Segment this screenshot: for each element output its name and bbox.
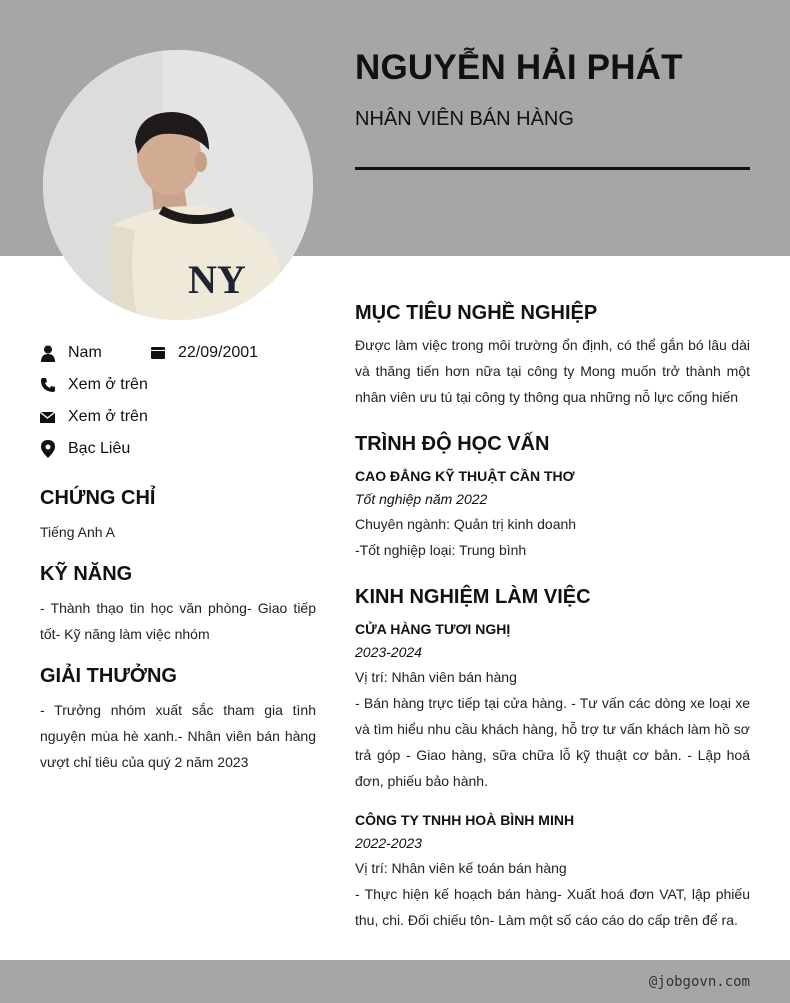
- job-period: 2022-2023: [355, 835, 422, 851]
- education-grade: -Tốt nghiệp loại: Trung bình: [355, 542, 527, 558]
- awards-heading: GIẢI THƯỞNG: [40, 665, 177, 687]
- footer-watermark: @jobgovn.com: [648, 974, 750, 990]
- location-row: [40, 440, 130, 458]
- header-divider: [355, 167, 750, 170]
- location-pin-icon: [40, 441, 55, 458]
- certificates-text: Tiếng Anh A: [40, 524, 115, 540]
- phone-value: Xem ở trên: [68, 376, 148, 393]
- person-photo-illustration: [43, 50, 313, 320]
- phone-icon: [40, 377, 55, 394]
- calendar-icon: [150, 345, 165, 362]
- experience-heading: KINH NGHIỆM LÀM VIỆC: [355, 586, 591, 608]
- job-company: CỬA HÀNG TƯƠI NGHỊ: [355, 621, 511, 637]
- candidate-name: NGUYỄN HẢI PHÁT: [355, 48, 683, 87]
- skills-text: - Thành thạo tin học văn phòng- Giao tiếp tốt- Kỹ năng làm việc nhóm: [40, 600, 316, 642]
- job-description: - Bán hàng trực tiếp tại cửa hàng. - Tư vấn các dòng xe loại xe và tìm hiểu nhu cầu khách hàng, hỗ trợ tư vấn khách làm hồ sơ trả góp - Giao hàng, sữa chữa lỗ kỹ thuật cơ bản. - Lập hoá đơn, phiếu bảo hành.: [355, 695, 750, 789]
- job-title: NHÂN VIÊN BÁN HÀNG: [355, 108, 574, 130]
- education-school: CAO ĐẲNG KỸ THUẬT CẦN THƠ: [355, 468, 575, 484]
- job-position: Vị trí: Nhân viên bán hàng: [355, 669, 517, 685]
- location-value: Bạc Liêu: [68, 440, 131, 457]
- education-major: Chuyên ngành: Quản trị kinh doanh: [355, 516, 577, 532]
- job-company: CÔNG TY TNHH HOÀ BÌNH MINH: [355, 812, 575, 828]
- certificates-heading: CHỨNG CHỈ: [40, 487, 156, 509]
- gender-row: [40, 344, 102, 362]
- svg-text:NY: NY: [188, 257, 246, 302]
- mail-icon: [40, 409, 55, 426]
- job-position: Vị trí: Nhân viên kế toán bán hàng: [355, 860, 567, 876]
- education-heading: TRÌNH ĐỘ HỌC VẤN: [355, 433, 550, 455]
- job-period: 2023-2024: [355, 644, 422, 660]
- email-row: [40, 408, 148, 426]
- phone-row: [40, 376, 148, 394]
- gender-value: Nam: [68, 344, 102, 361]
- dob-value: 22/09/2001: [178, 344, 259, 361]
- person-icon: [40, 345, 55, 362]
- avatar-photo: [43, 50, 313, 320]
- awards-text: - Trưởng nhóm xuất sắc tham gia tình nguyện mùa hè xanh.- Nhân viên bán hàng vượt chỉ tiêu của quý 2 năm 2023: [40, 702, 316, 770]
- objective-text: Được làm việc trong môi trường ổn định, có thể gắn bó lâu dài và thăng tiến hơn nữa tại công ty Mong muốn trở thành một nhân viên ưu tú tại công ty thông qua những nỗ lực cống hiến: [355, 337, 750, 405]
- job-description: - Thực hiện kế hoạch bán hàng- Xuất hoá đơn VAT, lập phiếu thu, chi. Đối chiếu tôn- Làm một số cáo cáo do cấp trên để ra.: [355, 886, 750, 928]
- dob-row: [150, 344, 258, 362]
- education-graduation: Tốt nghiệp năm 2022: [355, 491, 488, 507]
- objective-heading: MỤC TIÊU NGHỀ NGHIỆP: [355, 302, 598, 324]
- email-value: Xem ở trên: [68, 408, 148, 425]
- skills-heading: KỸ NĂNG: [40, 563, 133, 585]
